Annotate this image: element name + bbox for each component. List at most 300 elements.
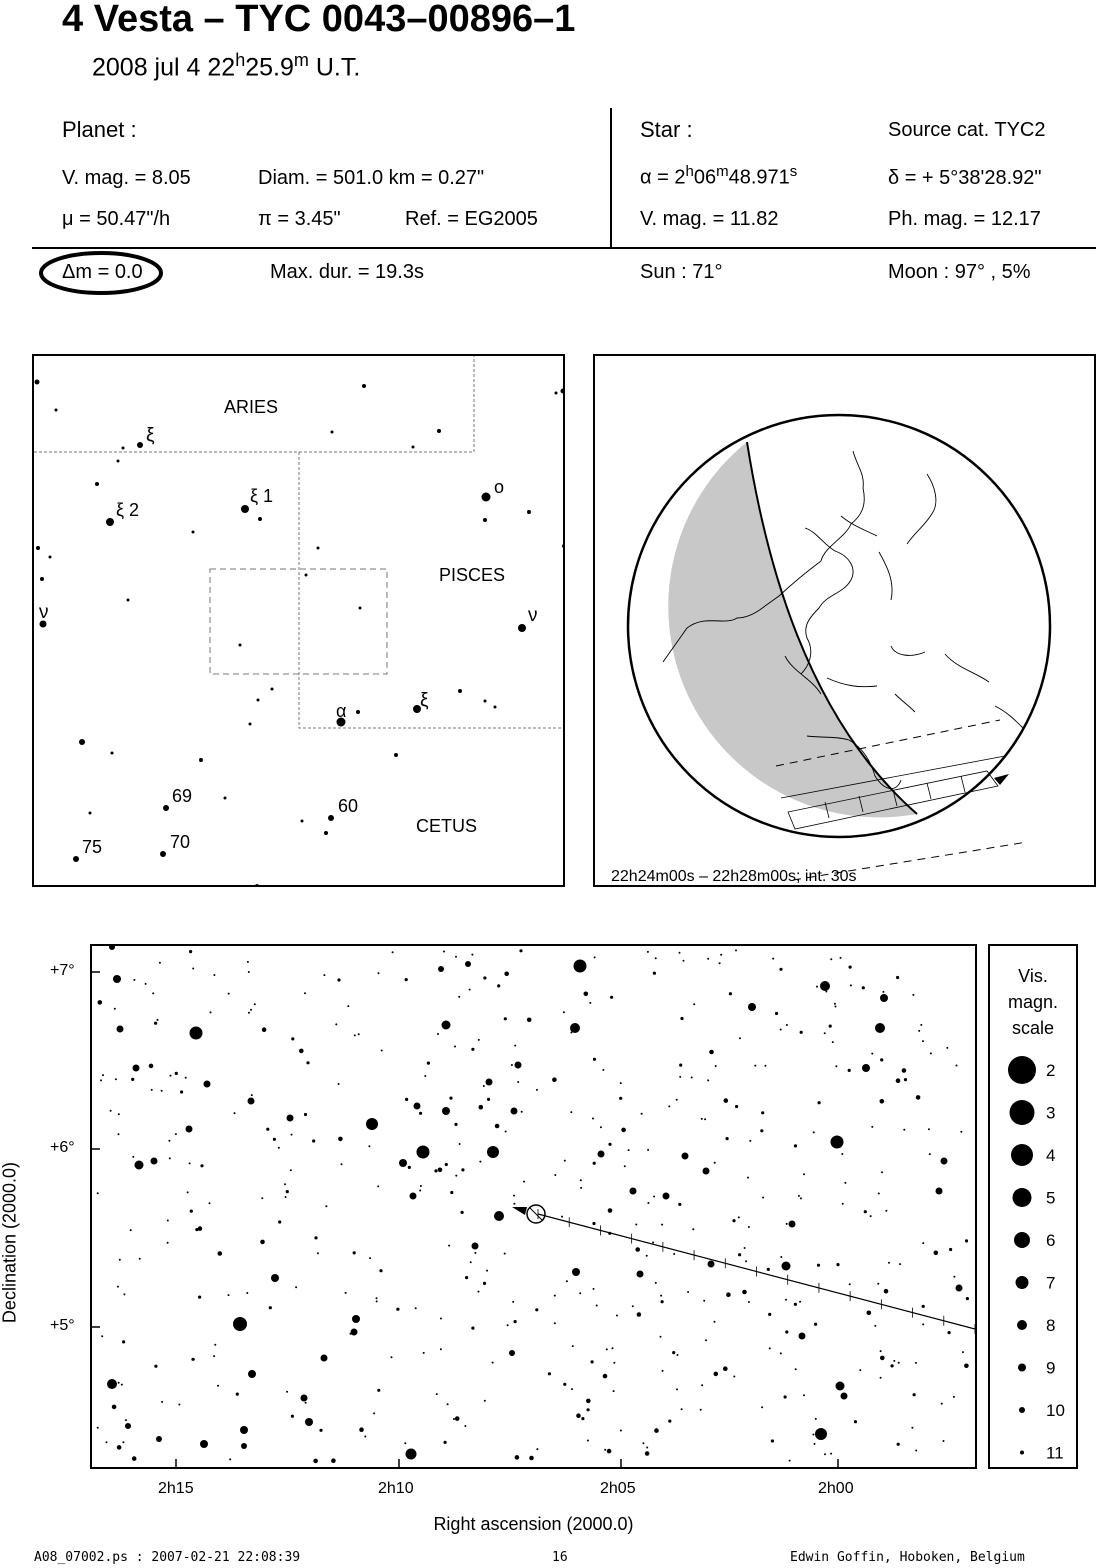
field-star [483, 1282, 486, 1285]
field-star [812, 1434, 814, 1436]
field-star [472, 1243, 479, 1250]
field-star [832, 1041, 834, 1043]
field-star [483, 1085, 485, 1087]
field-star [719, 962, 721, 964]
field-star [213, 974, 215, 976]
field-star [434, 1169, 437, 1172]
field-star [645, 1451, 650, 1456]
field-star [749, 1140, 751, 1142]
field-star [867, 1311, 872, 1316]
globe-time-range: 22h24m00s – 22h28m00s; int. 30s [611, 868, 857, 885]
field-star [820, 981, 830, 991]
footer-page-number: 16 [552, 1550, 568, 1565]
field-star [775, 1012, 778, 1015]
field-star [745, 1260, 747, 1262]
field-star [278, 1220, 281, 1223]
field-star [287, 1115, 294, 1122]
field-star [338, 1137, 343, 1142]
field-star [107, 1379, 117, 1389]
field-star [848, 1069, 851, 1072]
field-star [593, 1058, 596, 1061]
field-star [735, 1105, 738, 1108]
field-star [800, 1197, 802, 1199]
field-star [210, 1011, 212, 1013]
field-star [966, 1297, 969, 1300]
star-right-ascension [640, 163, 797, 190]
field-star [354, 1034, 356, 1036]
scale-label-mag-3: 3 [1046, 1103, 1056, 1123]
hour-sup: h [235, 50, 246, 70]
field-star [458, 996, 460, 998]
field-star [744, 1247, 746, 1249]
field-star [570, 1111, 572, 1113]
field-star [161, 1401, 163, 1403]
field-star [299, 1049, 304, 1054]
field-star [425, 1146, 427, 1148]
field-star [335, 1023, 337, 1025]
y-axis-label-wrap [0, 1116, 22, 1356]
field-star [668, 1105, 670, 1107]
field-star [768, 1313, 771, 1316]
field-star [707, 1079, 709, 1081]
header-vertical-divider [610, 108, 612, 248]
field-star [117, 1286, 119, 1288]
field-star [668, 1420, 671, 1423]
field-star [331, 1458, 336, 1463]
finder-star [328, 815, 334, 821]
field-star [113, 975, 121, 983]
finder-star [518, 624, 526, 632]
field-star [514, 1045, 516, 1047]
footer-filename: A08_07002.ps : 2007-02-21 22:08:39 [34, 1550, 301, 1565]
finder-star [305, 574, 308, 577]
scale-dot-mag-10 [1019, 1407, 1025, 1413]
field-star [347, 1005, 349, 1007]
field-star [285, 1196, 287, 1198]
field-star [260, 1240, 265, 1245]
field-star [167, 1220, 169, 1222]
field-star [679, 952, 681, 954]
field-star [913, 1393, 916, 1396]
field-star [780, 1029, 782, 1031]
finder-star [137, 442, 143, 448]
field-star [764, 1065, 766, 1067]
field-star [714, 1372, 719, 1377]
field-star [321, 1355, 328, 1362]
field-star [189, 1162, 191, 1164]
finder-star [317, 547, 320, 550]
scale-dot-mag-3 [1010, 1100, 1035, 1125]
field-star [291, 1134, 293, 1136]
field-star [494, 1211, 504, 1221]
field-star [564, 1160, 566, 1162]
field-star [803, 1394, 805, 1396]
field-star [661, 1300, 664, 1303]
field-star [661, 1224, 663, 1226]
field-star [660, 1336, 662, 1338]
field-star [234, 1112, 236, 1114]
field-star [455, 1175, 457, 1177]
field-star [570, 1023, 580, 1033]
field-star [487, 1098, 490, 1101]
label-70: 70 [170, 832, 191, 852]
field-star [192, 1032, 194, 1034]
field-star [121, 1384, 123, 1386]
field-star [779, 968, 782, 971]
field-star [660, 1295, 662, 1297]
constellation-boundaries [34, 356, 563, 728]
field-star [589, 1002, 591, 1004]
field-star [604, 1449, 606, 1451]
field-star [896, 1078, 901, 1083]
scale-dot-mag-9 [1018, 1364, 1026, 1372]
finder-star [73, 856, 79, 862]
finder-star [111, 752, 114, 755]
finder-star [35, 380, 40, 385]
field-star [504, 972, 509, 977]
field-star [654, 1428, 659, 1433]
field-star [195, 1228, 198, 1231]
field-star [707, 958, 709, 960]
field-star [771, 1439, 774, 1442]
field-star [187, 1191, 189, 1193]
field-star [317, 1252, 319, 1254]
field-star [190, 1210, 193, 1213]
field-star [391, 1356, 393, 1358]
x-tick-2h15: 2h15 [158, 1480, 194, 1497]
field-star [580, 1179, 582, 1181]
scale-dot-mag-8 [1017, 1320, 1027, 1330]
scale-label-mag-4: 4 [1046, 1146, 1056, 1165]
field-star [175, 1072, 178, 1075]
planet-heading: Planet : [62, 117, 137, 142]
field-star [419, 1112, 422, 1115]
y-axis-label: Declination (2000.0) [0, 1161, 20, 1324]
field-stars [97, 946, 969, 1463]
field-star [453, 1418, 455, 1420]
field-star [794, 1303, 797, 1306]
field-star [350, 1333, 352, 1335]
field-star [576, 1413, 581, 1418]
field-star [167, 1242, 169, 1244]
field-star [178, 1404, 180, 1406]
field-star [519, 949, 522, 952]
ra-minutes: 06 [693, 166, 717, 189]
field-star [662, 1370, 664, 1372]
finder-star [271, 688, 274, 691]
field-star [663, 1193, 670, 1200]
field-star [515, 1062, 522, 1069]
field-star [125, 1419, 127, 1421]
field-star [903, 1129, 905, 1131]
field-star [118, 1113, 120, 1115]
finder-star [494, 706, 497, 709]
field-star [584, 992, 589, 997]
field-star [878, 1193, 880, 1195]
field-star [190, 1027, 203, 1040]
x-tick-2h00: 2h00 [818, 1480, 854, 1497]
field-star [849, 966, 852, 969]
x-tick-2h05: 2h05 [600, 1480, 636, 1497]
field-star [587, 1440, 589, 1442]
field-star [517, 1081, 519, 1083]
field-star [405, 1098, 408, 1101]
field-star [953, 1276, 955, 1278]
field-star [461, 1168, 464, 1171]
field-star [882, 991, 884, 993]
field-star [112, 1405, 117, 1410]
track-direction-arrow [512, 1207, 527, 1215]
field-star [447, 1403, 449, 1405]
field-star [130, 1229, 132, 1231]
field-star [189, 950, 192, 953]
field-star [440, 1348, 442, 1350]
field-star [709, 1050, 714, 1055]
field-star [353, 1251, 356, 1254]
field-star [269, 1306, 272, 1309]
field-star [114, 1008, 116, 1010]
star-field-chart [90, 944, 977, 1469]
finder-star [331, 431, 334, 434]
field-star [885, 1210, 887, 1212]
field-star [701, 1384, 703, 1386]
field-star [849, 1283, 851, 1285]
field-star [676, 1099, 678, 1101]
field-star [471, 954, 473, 956]
field-star [527, 1018, 532, 1023]
field-star [118, 1382, 120, 1384]
field-star [916, 1095, 921, 1100]
field-star [780, 1256, 782, 1258]
field-star [898, 1362, 900, 1364]
field-star [358, 1033, 360, 1035]
field-star [738, 1253, 741, 1256]
ra-h-sup: h [685, 163, 694, 180]
field-star [673, 1253, 675, 1255]
field-star [497, 984, 500, 987]
field-star [930, 1052, 932, 1054]
field-star [607, 1449, 612, 1454]
field-star [102, 1074, 104, 1076]
finder-star [160, 851, 166, 857]
field-star [655, 957, 657, 959]
field-star [444, 1441, 447, 1444]
field-star [471, 1327, 474, 1330]
field-star [603, 1374, 608, 1379]
field-star [418, 1105, 420, 1107]
scale-title-line1: Vis. [1018, 966, 1048, 986]
field-star [465, 961, 471, 967]
field-star [884, 1289, 889, 1294]
field-star [679, 1076, 681, 1078]
field-star [151, 1158, 158, 1165]
y-tick-6: +6° [50, 1139, 75, 1156]
field-star [680, 1017, 683, 1020]
field-star [613, 1362, 615, 1364]
field-star [241, 1443, 247, 1449]
field-star [122, 1340, 125, 1343]
field-star [859, 1369, 861, 1371]
field-star [572, 1268, 580, 1276]
field-star [459, 1143, 461, 1145]
label-75: 75 [82, 837, 103, 857]
field-star [286, 1190, 289, 1193]
delta-magnitude: Δm = 0.0 [62, 261, 143, 283]
field-star [412, 1195, 414, 1197]
field-star [747, 1177, 749, 1179]
field-star [704, 1118, 706, 1120]
field-star [586, 1399, 591, 1404]
field-star [450, 1191, 453, 1194]
field-star [854, 1420, 857, 1423]
field-star [306, 1061, 309, 1064]
scale-label-mag-5: 5 [1046, 1188, 1056, 1208]
field-star [399, 1159, 407, 1167]
field-star [229, 1458, 231, 1460]
field-star [815, 1428, 827, 1440]
field-star [836, 1263, 839, 1266]
field-star [581, 1417, 584, 1420]
field-star [404, 1442, 406, 1444]
field-star [512, 1301, 514, 1303]
field-star [378, 972, 380, 974]
field-star [677, 1354, 679, 1356]
field-star [621, 1128, 626, 1133]
field-star [596, 1305, 598, 1307]
field-star [455, 956, 457, 958]
label-xi-cetus: ξ [420, 690, 429, 711]
footer-credit: Edwin Goffin, Hoboken, Belgium [790, 1550, 1025, 1565]
constellation-cetus: CETUS [416, 816, 478, 836]
field-star [139, 1258, 141, 1260]
field-star [600, 1126, 602, 1128]
field-star [291, 1037, 294, 1040]
field-star [598, 1151, 605, 1158]
field-star [118, 1133, 120, 1135]
field-star [818, 1101, 821, 1104]
field-star [507, 1324, 509, 1326]
ut-suffix: U.T. [308, 53, 361, 82]
finder-star [36, 546, 40, 550]
field-star [891, 1364, 894, 1367]
field-star [132, 1456, 137, 1461]
field-star [170, 1075, 172, 1077]
star-source-catalog: Source cat. TYC2 [888, 119, 1046, 141]
field-star [834, 1003, 836, 1005]
field-star [835, 1006, 837, 1008]
field-star [655, 1282, 657, 1284]
field-star [204, 1081, 211, 1088]
finder-star [437, 429, 441, 433]
field-star [192, 968, 194, 970]
field-star [824, 1453, 826, 1455]
field-star [464, 1425, 466, 1427]
scale-dot-mag-11 [1020, 1451, 1024, 1455]
field-star [448, 1245, 450, 1247]
page-title: 4 Vesta – TYC 0043–00896–1 [62, 0, 576, 40]
field-star [862, 1064, 870, 1072]
field-star [635, 1224, 637, 1226]
field-star [816, 986, 818, 988]
field-star [915, 1450, 917, 1452]
finder-star [562, 544, 563, 548]
field-star [247, 961, 249, 963]
field-star [814, 1323, 817, 1326]
field-star [732, 1219, 735, 1222]
finder-star [249, 723, 252, 726]
field-star [119, 1259, 121, 1261]
field-star [364, 1436, 366, 1438]
field-star [948, 1331, 951, 1334]
field-star [529, 1456, 534, 1461]
field-star [290, 1169, 292, 1171]
field-star [209, 1202, 211, 1204]
field-star [442, 1021, 451, 1030]
finder-star [241, 505, 249, 513]
star-vmag: V. mag. = 11.82 [640, 208, 779, 230]
field-star [115, 1078, 117, 1080]
field-star [406, 1449, 417, 1460]
field-star [642, 1442, 644, 1444]
finder-star [257, 699, 260, 702]
field-star [117, 1026, 124, 1033]
field-star [786, 1024, 788, 1026]
field-star [449, 1097, 452, 1100]
field-star [965, 1239, 968, 1242]
field-star [304, 1113, 307, 1116]
field-star [151, 1089, 153, 1091]
field-star [366, 1118, 378, 1130]
field-star [454, 1046, 456, 1048]
field-star [893, 1360, 895, 1362]
field-star [159, 962, 161, 964]
field-star [762, 1197, 764, 1199]
field-star [729, 992, 732, 995]
field-star [956, 1285, 963, 1292]
field-star [693, 1003, 695, 1005]
field-star [733, 1376, 735, 1378]
field-star [949, 1248, 952, 1251]
planet-motion: μ = 50.47"/h [62, 208, 171, 230]
x-axis-label: Right ascension (2000.0) [433, 1514, 634, 1534]
field-star [646, 1255, 648, 1257]
label-alpha: α [336, 701, 347, 721]
field-star [606, 1348, 608, 1350]
field-star [161, 1090, 163, 1092]
field-star [125, 1423, 131, 1429]
field-star [554, 1322, 556, 1324]
field-star [580, 1187, 582, 1189]
label-xi: ξ [146, 425, 155, 446]
field-star [438, 1168, 443, 1173]
field-star [934, 1251, 939, 1256]
event-datetime [92, 50, 360, 82]
field-star [442, 1107, 450, 1115]
label-60: 60 [338, 796, 359, 816]
star-field-svg [92, 946, 975, 1467]
field-star [786, 1223, 788, 1225]
constellation-aries: ARIES [224, 397, 279, 417]
field-star [646, 1447, 648, 1449]
field-star [962, 1351, 964, 1353]
finder-star [484, 700, 487, 703]
field-star [960, 1131, 962, 1133]
field-star [592, 1118, 594, 1120]
field-star [123, 1293, 125, 1295]
field-star [152, 992, 154, 994]
field-star [841, 1153, 843, 1155]
field-star [417, 1146, 430, 1159]
